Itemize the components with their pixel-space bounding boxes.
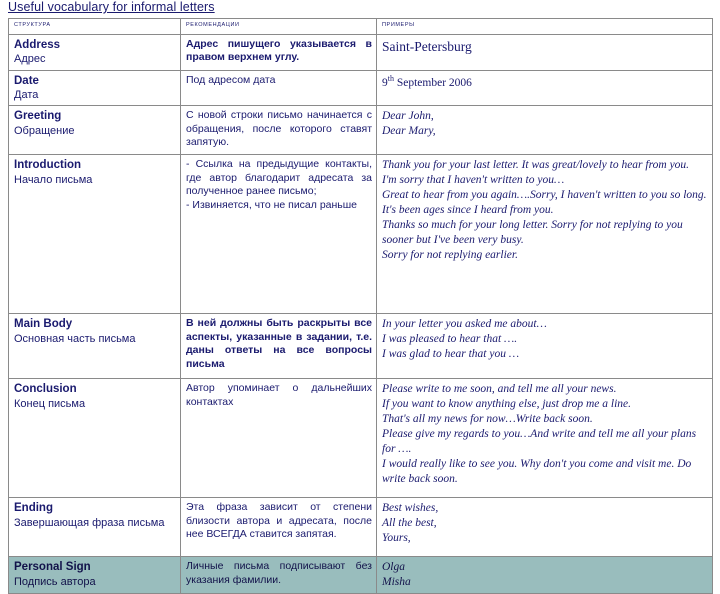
term-russian: Дата xyxy=(14,89,39,102)
structure-cell xyxy=(9,498,181,557)
example-text: In your letter you asked me about… I was pleased to hear that …. I was glad to hear that you … xyxy=(382,318,547,361)
structure-cell xyxy=(9,70,181,106)
term-english: Introduction xyxy=(14,159,82,172)
recommendation-cell xyxy=(181,155,377,314)
table-row xyxy=(9,155,713,314)
column-header-examples: ПРИМЕРЫ xyxy=(377,19,713,35)
structure-cell xyxy=(9,155,181,314)
table-row xyxy=(9,379,713,498)
example-cell xyxy=(377,314,713,379)
term-english: Personal Sign xyxy=(14,561,91,574)
example-cell xyxy=(377,35,713,71)
example-text: Best wishes, All the best, Yours, xyxy=(382,502,439,545)
term-russian: Обращение xyxy=(14,124,75,137)
example-cell xyxy=(377,106,713,155)
recommendation-text: Личные письма подписывают без указания фамилии. xyxy=(186,560,372,586)
structure-cell xyxy=(9,106,181,155)
structure-cell xyxy=(9,35,181,71)
recommendation-text: Автор упоминает о дальнейших контактах xyxy=(186,382,372,408)
table-row xyxy=(9,106,713,155)
page-title: Useful vocabulary for informal letters xyxy=(8,0,215,14)
vocabulary-table-container xyxy=(8,18,712,594)
term-russian: Завершающая фраза письма xyxy=(14,516,165,529)
recommendation-text: С новой строки письмо начинается с обращения, после которого ставят запятую. xyxy=(186,109,372,149)
example-text: Please write to me soon, and tell me all your news. If you want to know anything else, just drop me a line. That's all my news for now…Write back soon. Please give my regards to you…And write and tell me all your plans for …. I would really like to see you. Why don't you come and visit me. Do write back soon. xyxy=(382,383,697,485)
example-text: Olga Misha xyxy=(382,561,411,589)
table-row xyxy=(9,35,713,71)
recommendation-cell xyxy=(181,70,377,106)
table-header-row xyxy=(9,19,713,35)
table-row xyxy=(9,314,713,379)
column-header-recommendations: РЕКОМЕНДАЦИИ xyxy=(181,19,377,35)
example-cell xyxy=(377,498,713,557)
term-english: Conclusion xyxy=(14,383,77,396)
column-header-structure: СТРУКТУРА xyxy=(9,19,181,35)
recommendation-text: Под адресом дата xyxy=(186,73,276,86)
structure-cell xyxy=(9,557,181,594)
term-russian: Начало письма xyxy=(14,173,93,186)
term-english: Greeting xyxy=(14,110,62,123)
term-english: Main Body xyxy=(14,318,73,331)
example-cell xyxy=(377,70,713,106)
term-english: Date xyxy=(14,74,39,87)
table-header xyxy=(9,19,713,35)
recommendation-cell xyxy=(181,35,377,71)
term-russian: Адрес xyxy=(14,53,46,66)
example-text: Saint-Petersburg xyxy=(382,39,472,54)
recommendation-text: В ней должны быть раскрыты все аспекты, указанные в задании, т.е. даны ответы на все вопросы письма xyxy=(186,317,372,370)
table-row xyxy=(9,70,713,106)
recommendation-text: - Ссылка на предыдущие контакты, где автор благодарит адресата за полученное ранее письмо; - Извиняется, что не писал раньше xyxy=(186,158,372,211)
example-text: 9th September 2006 xyxy=(382,73,472,89)
recommendation-cell xyxy=(181,557,377,594)
example-text: Thank you for your last letter. It was great/lovely to hear from you. I'm sorry that I haven't written to you… Great to hear from you again….Sorry, I haven't written to you so long. It's been ages since I heard from you. Thanks so much for your long letter. Sorry for not replying to you sooner but I've been very busy. Sorry for not replying earlier. xyxy=(382,159,707,261)
table-body xyxy=(9,35,713,594)
term-russian: Конец письма xyxy=(14,397,86,410)
recommendation-text: Эта фраза зависит от степени близости автора и адресата, после нее ВСЕГДА ставится запятая. xyxy=(186,501,372,541)
example-cell xyxy=(377,379,713,498)
term-english: Ending xyxy=(14,502,53,515)
recommendation-cell xyxy=(181,498,377,557)
example-cell xyxy=(377,155,713,314)
structure-cell xyxy=(9,314,181,379)
structure-cell xyxy=(9,379,181,498)
recommendation-cell xyxy=(181,314,377,379)
vocabulary-table xyxy=(8,18,713,594)
recommendation-cell xyxy=(181,106,377,155)
recommendation-cell xyxy=(181,379,377,498)
table-row xyxy=(9,557,713,594)
term-russian: Основная часть письма xyxy=(14,332,136,345)
table-row xyxy=(9,498,713,557)
example-cell xyxy=(377,557,713,594)
term-english: Address xyxy=(14,39,61,51)
recommendation-text: Адрес пишущего указывается в правом верхнем углу. xyxy=(186,38,372,64)
term-russian: Подпись автора xyxy=(14,575,96,588)
example-text: Dear John, Dear Mary, xyxy=(382,110,436,138)
